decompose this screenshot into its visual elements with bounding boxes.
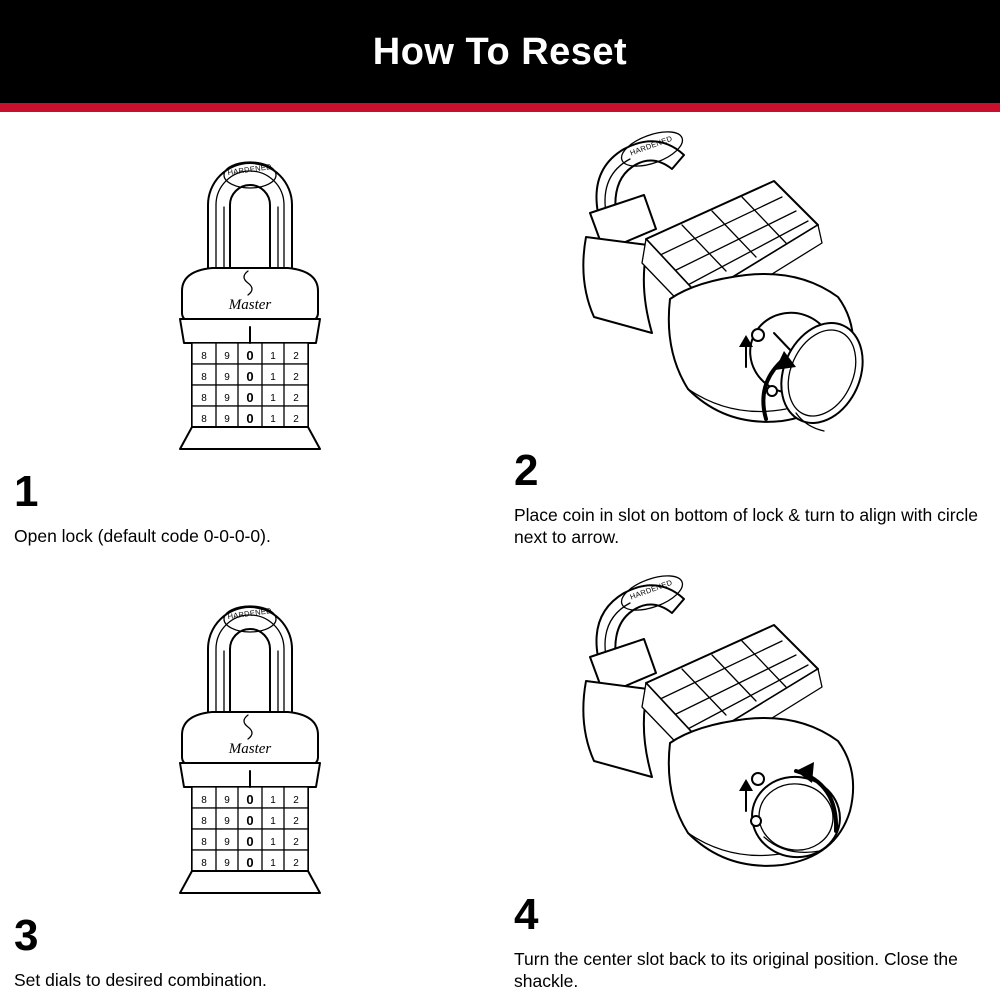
svg-text:0: 0	[246, 855, 254, 870]
step-1-illustration	[14, 112, 486, 470]
step-2-illustration	[514, 112, 986, 449]
svg-text:8: 8	[201, 858, 207, 869]
step-2-caption: Place coin in slot on bottom of lock & turn to align with circle next to arrow.	[514, 505, 978, 547]
dial-stack	[192, 771, 308, 887]
dial-row-2	[192, 808, 308, 829]
page-title: How To Reset	[372, 30, 628, 73]
svg-text:9: 9	[224, 816, 230, 827]
dial-row-3	[192, 385, 308, 406]
svg-text:8: 8	[201, 393, 207, 404]
svg-text:9: 9	[224, 351, 230, 362]
step-1	[0, 112, 500, 556]
dial-row-1	[192, 343, 308, 364]
svg-text:9: 9	[224, 837, 230, 848]
svg-text:1: 1	[270, 837, 276, 848]
step-4-caption: Turn the center slot back to its original position. Close the shackle.	[514, 949, 958, 991]
dial-row-2	[192, 364, 308, 385]
dial-stack	[192, 327, 308, 443]
step-2-footer	[514, 446, 986, 556]
dial-row-1	[192, 787, 308, 808]
svg-text:2: 2	[293, 351, 299, 362]
step-3-illustration	[14, 556, 486, 914]
svg-text:8: 8	[201, 837, 207, 848]
svg-text:HARDENED: HARDENED	[628, 133, 674, 158]
step-3-caption: Set dials to desired combination.	[14, 970, 267, 990]
step-4-illustration	[514, 556, 986, 893]
dial-row-4	[192, 406, 308, 427]
svg-text:8: 8	[201, 372, 207, 383]
svg-text:9: 9	[224, 795, 230, 806]
svg-text:8: 8	[201, 414, 207, 425]
dial-row-4	[192, 850, 308, 871]
svg-text:1: 1	[270, 393, 276, 404]
shackle-icon	[208, 162, 292, 281]
dial-row-3	[192, 829, 308, 850]
svg-text:8: 8	[201, 351, 207, 362]
svg-text:1: 1	[270, 414, 276, 425]
step-2-number: 2	[514, 446, 539, 496]
step-4-footer	[514, 890, 986, 1000]
svg-text:0: 0	[246, 411, 254, 426]
svg-text:2: 2	[293, 414, 299, 425]
svg-text:1: 1	[270, 351, 276, 362]
step-3	[0, 556, 500, 1000]
svg-text:1: 1	[270, 795, 276, 806]
svg-text:1: 1	[270, 816, 276, 827]
svg-text:0: 0	[246, 792, 254, 807]
svg-text:9: 9	[224, 858, 230, 869]
step-1-number: 1	[14, 467, 39, 516]
svg-text:2: 2	[293, 858, 299, 869]
step-1-caption: Open lock (default code 0-0-0-0).	[14, 526, 271, 546]
step-2	[500, 112, 1000, 556]
step-3-footer	[14, 911, 486, 1000]
svg-text:Master: Master	[228, 741, 272, 757]
svg-text:Master: Master	[228, 297, 272, 313]
svg-text:HARDENED: HARDENED	[628, 577, 674, 602]
svg-text:1: 1	[270, 858, 276, 869]
step-1-footer	[14, 467, 486, 556]
svg-text:0: 0	[246, 369, 254, 384]
step-4	[500, 556, 1000, 1000]
svg-text:0: 0	[246, 390, 254, 405]
svg-text:2: 2	[293, 837, 299, 848]
svg-text:2: 2	[293, 816, 299, 827]
step-4-number: 4	[514, 890, 539, 940]
svg-text:2: 2	[293, 795, 299, 806]
svg-text:HARDENED: HARDENED	[226, 161, 273, 178]
shackle-icon	[208, 606, 292, 725]
header-bar	[0, 0, 1000, 103]
svg-text:9: 9	[224, 393, 230, 404]
step-3-number: 3	[14, 911, 39, 960]
svg-text:8: 8	[201, 816, 207, 827]
svg-text:2: 2	[293, 372, 299, 383]
svg-text:9: 9	[224, 414, 230, 425]
svg-text:0: 0	[246, 834, 254, 849]
accent-divider	[0, 103, 1000, 112]
svg-text:HARDENED: HARDENED	[226, 605, 273, 622]
steps-grid	[0, 112, 1000, 1000]
svg-text:8: 8	[201, 795, 207, 806]
svg-text:0: 0	[246, 348, 254, 363]
svg-text:0: 0	[246, 813, 254, 828]
svg-text:2: 2	[293, 393, 299, 404]
svg-text:9: 9	[224, 372, 230, 383]
svg-text:1: 1	[270, 372, 276, 383]
